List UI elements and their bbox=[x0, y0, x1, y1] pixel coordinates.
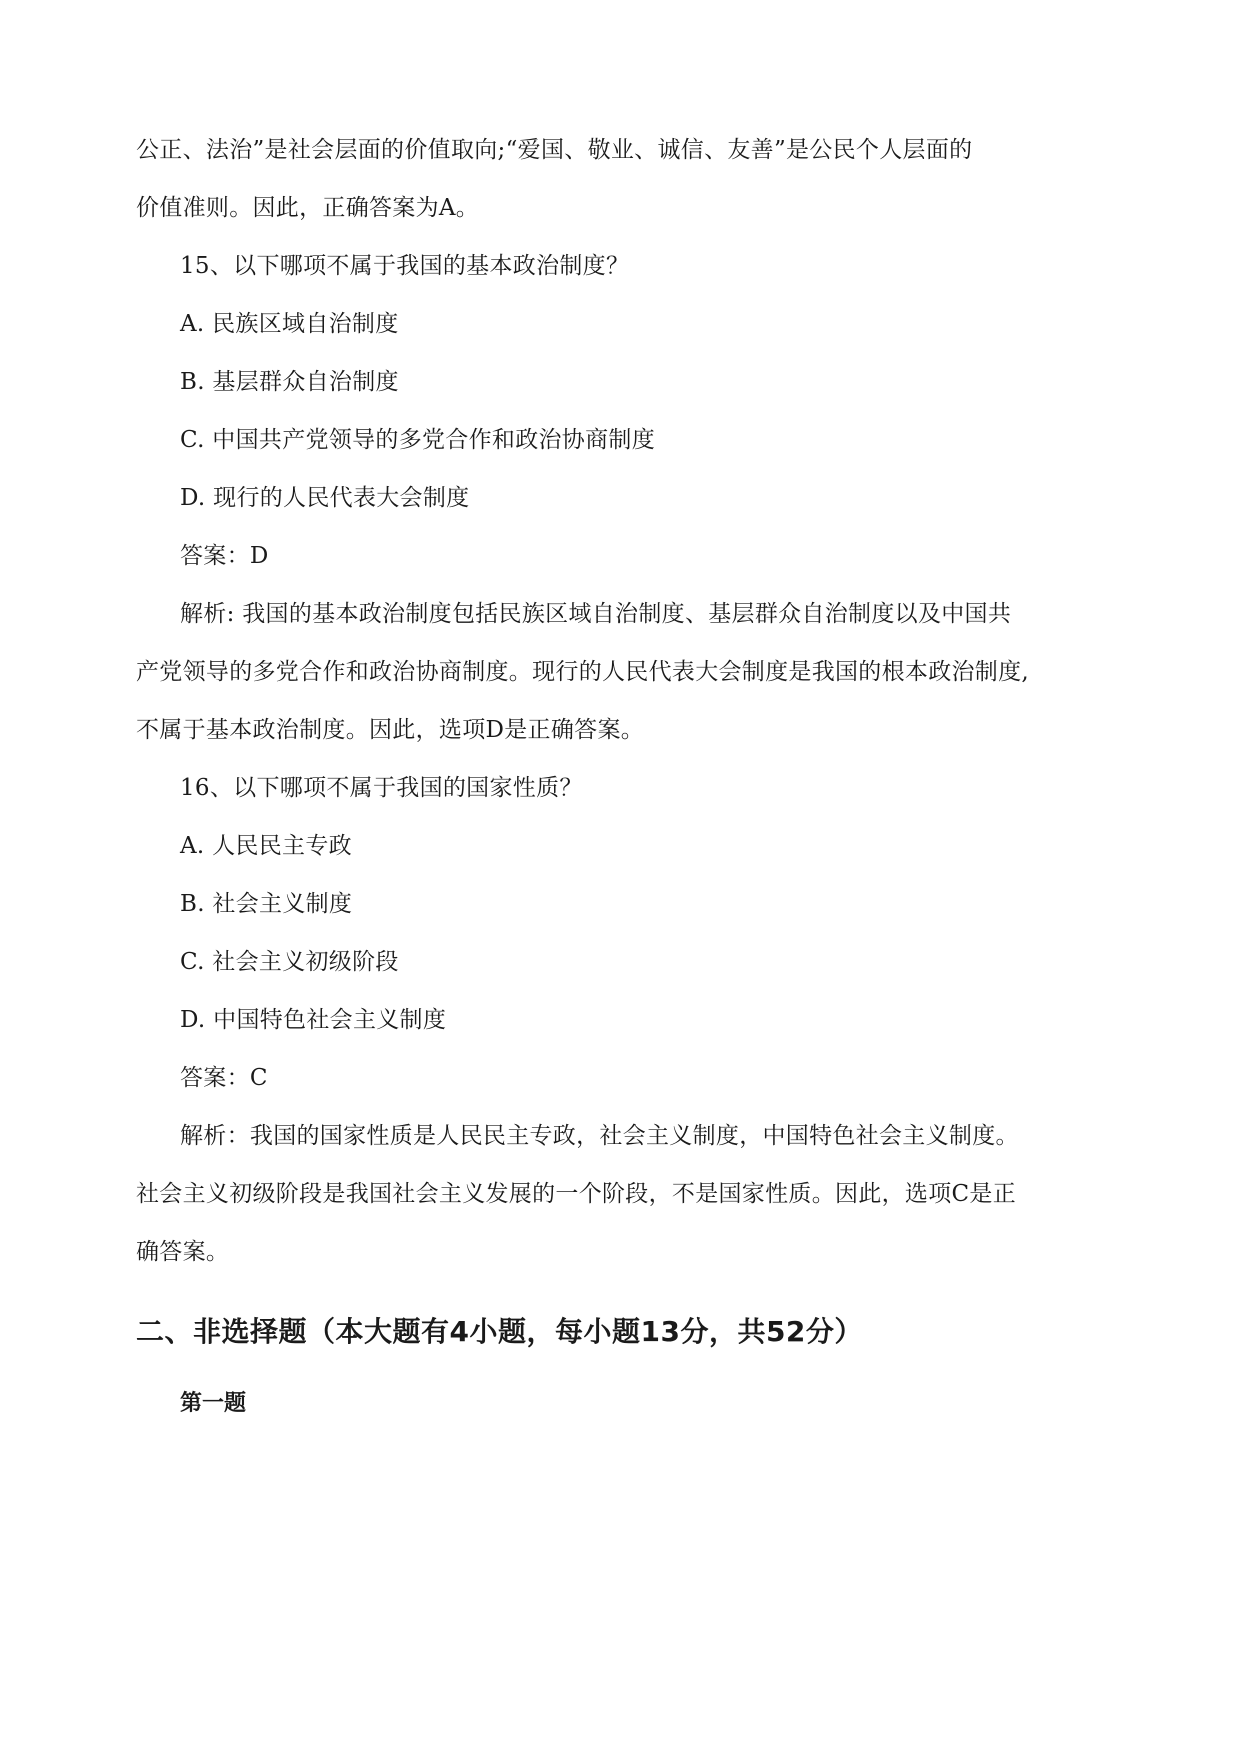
section-2-heading: 二、非选择题（本大题有4小题，每小题13分，共52分） bbox=[136, 1315, 863, 1348]
question-16-analysis-line-2: 社会主义初级阶段是我国社会主义发展的一个阶段，不是国家性质。因此，选项C是正 bbox=[136, 1181, 1016, 1207]
question-15-option-c: C. 中国共产党领导的多党合作和政治协商制度 bbox=[180, 427, 656, 453]
question-15-answer: 答案：D bbox=[180, 543, 269, 569]
question-15-analysis-line-1: 解析: 我国的基本政治制度包括民族区域自治制度、基层群众自治制度以及中国共 bbox=[180, 601, 1012, 627]
question-15-analysis-line-3: 不属于基本政治制度。因此，选项D是正确答案。 bbox=[136, 717, 645, 743]
question-16-option-a: A. 人民民主专政 bbox=[180, 833, 352, 859]
question-16-text: 16、以下哪项不属于我国的国家性质？ bbox=[180, 775, 583, 801]
question-16-answer: 答案：C bbox=[180, 1065, 268, 1091]
first-question-heading: 第一题 bbox=[180, 1391, 247, 1416]
question-15-option-b: B. 基层群众自治制度 bbox=[180, 369, 399, 395]
question-16-option-c: C. 社会主义初级阶段 bbox=[180, 949, 399, 975]
question-16-analysis-line-3: 确答案。 bbox=[136, 1239, 230, 1265]
question-15-text: 15、以下哪项不属于我国的基本政治制度？ bbox=[180, 253, 630, 279]
question-15-analysis-line-2: 产党领导的多党合作和政治协商制度。现行的人民代表大会制度是我国的根本政治制度, bbox=[136, 659, 1030, 685]
question-16-option-b: B. 社会主义制度 bbox=[180, 891, 353, 917]
question-15-option-d: D. 现行的人民代表大会制度 bbox=[180, 485, 470, 511]
question-16-option-d: D. 中国特色社会主义制度 bbox=[180, 1007, 447, 1033]
question-16-analysis-line-1: 解析：我国的国家性质是人民民主专政，社会主义制度，中国特色社会主义制度。 bbox=[180, 1123, 1019, 1149]
question-15-option-a: A. 民族区域自治制度 bbox=[180, 311, 399, 337]
continuation-line-1: 公正、法治”是社会层面的价值取向;“爱国、敬业、诚信、友善”是公民个人层面的 bbox=[136, 137, 973, 163]
continuation-line-2: 价值准则。因此，正确答案为A。 bbox=[136, 195, 480, 221]
